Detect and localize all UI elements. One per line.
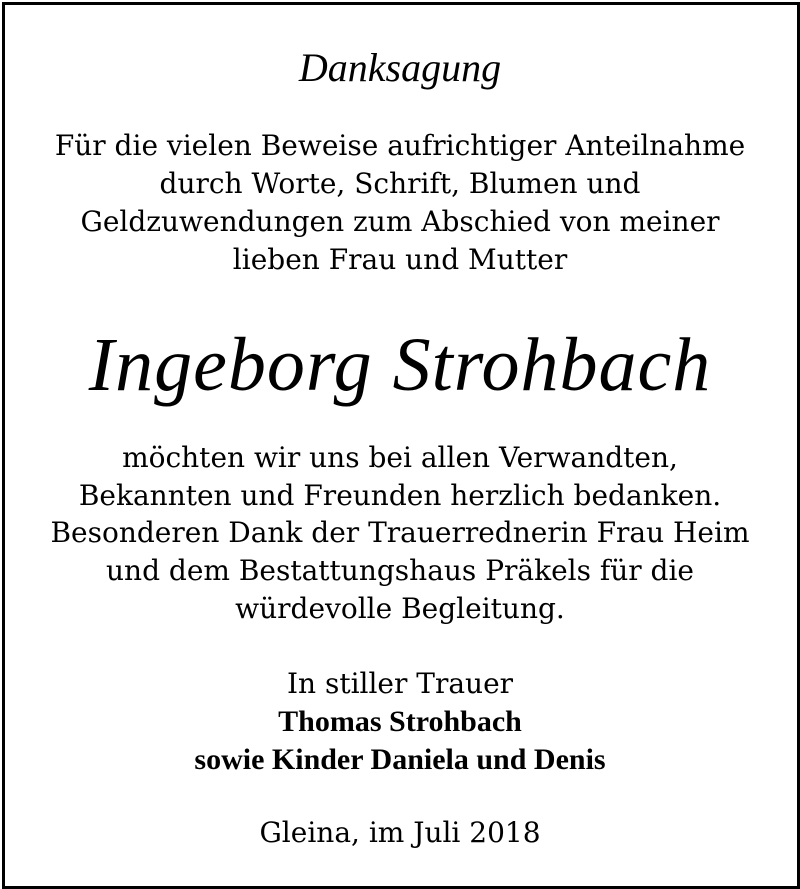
- intro-line-3: Geldzuwendungen zum Abschied von meiner: [80, 205, 720, 238]
- thanks-line-2: Bekannten und Freunden herzlich bedanken.: [78, 479, 722, 512]
- place-date: Gleina, im Juli 2018: [259, 816, 541, 849]
- intro-line-1: Für die vielen Beweise aufrichtiger Anteilnahme: [54, 129, 746, 162]
- intro-line-4: lieben Frau und Mutter: [232, 243, 568, 276]
- mourning-phrase: In stiller Trauer: [286, 667, 514, 700]
- thanks-line-1: möchten wir uns bei allen Verwandten,: [122, 441, 678, 474]
- notice-heading: Danksagung: [298, 45, 502, 90]
- intro-line-2: durch Worte, Schrift, Blumen und: [159, 167, 641, 200]
- mourner-name: Thomas Strohbach: [278, 705, 522, 738]
- mourner-family: sowie Kinder Daniela und Denis: [194, 743, 606, 776]
- thanks-line-5: würdevolle Begleitung.: [235, 592, 565, 625]
- thanks-line-3: Besonderen Dank der Trauerrednerin Frau Heim: [50, 516, 750, 549]
- thanks-line-4: und dem Bestattungshaus Präkels für die: [106, 554, 694, 587]
- deceased-name: Ingeborg Strohbach: [88, 323, 712, 407]
